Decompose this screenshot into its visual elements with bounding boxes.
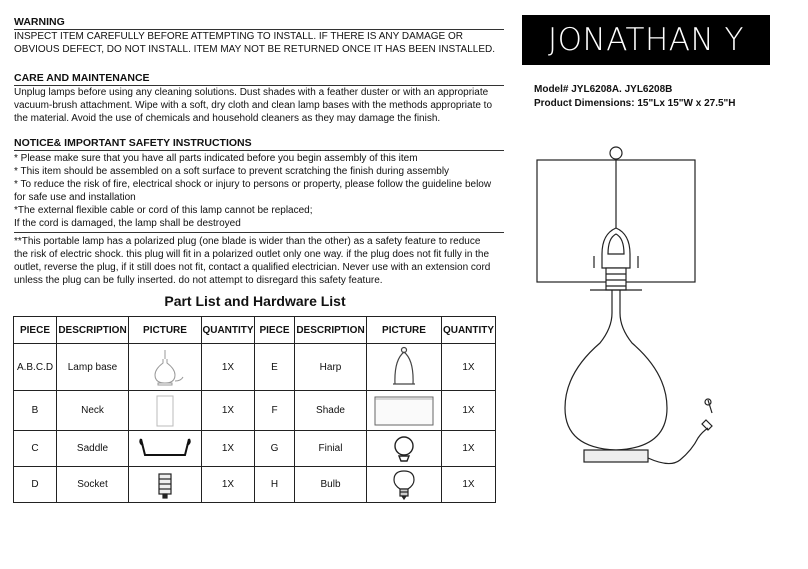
- piece-cell: B: [14, 391, 57, 431]
- parts-table: [13, 316, 496, 503]
- header-quantity: QUANTITY: [202, 317, 255, 344]
- safety-title: NOTICE& IMPORTANT SAFETY INSTRUCTIONS: [14, 137, 504, 151]
- table-header-row: [14, 317, 496, 344]
- quantity-cell: 1X: [442, 391, 496, 431]
- header-piece: PIECE: [255, 317, 295, 344]
- warning-line: OBVIOUS DEFECT, DO NOT INSTALL. ITEM MAY NOT BE RETURNED ONCE IT HAS BEEN INSTALLED.: [14, 44, 496, 55]
- description-cell: Shade: [295, 391, 367, 431]
- piece-cell: A.B.C.D: [14, 344, 57, 391]
- header-description: DESCRIPTION: [57, 317, 129, 344]
- plug-text: [14, 235, 506, 287]
- warning-line: INSPECT ITEM CAREFULLY BEFORE ATTEMPTING TO INSTALL. IF THERE IS ANY DAMAGE OR: [14, 31, 463, 42]
- header-description: DESCRIPTION: [295, 317, 367, 344]
- header-picture: PICTURE: [367, 317, 442, 344]
- piece-cell: D: [14, 467, 57, 503]
- table-row: [14, 467, 496, 503]
- warning-title: WARNING: [14, 16, 504, 30]
- product-dimensions: Product Dimensions: 15"Lx 15"W x 27.5"H: [534, 98, 736, 109]
- safety-line: for safe use and installation: [14, 192, 136, 203]
- care-line: Unplug lamps before using any cleaning solutions. Dust shades with a feather duster or with an appropriate: [14, 87, 489, 98]
- table-row: [14, 391, 496, 431]
- care-line: vacuum-brush attachment. Wipe with a soft, dry cloth and clean lamp bases with the methods appropriate to: [14, 100, 493, 111]
- header-quantity: QUANTITY: [442, 317, 496, 344]
- bulb-icon: [392, 469, 416, 501]
- table-row: [14, 344, 496, 391]
- care-text: [14, 86, 506, 125]
- neck-icon: [153, 394, 177, 428]
- description-cell: Neck: [57, 391, 129, 431]
- header-picture: PICTURE: [129, 317, 202, 344]
- quantity-cell: 1X: [202, 344, 255, 391]
- description-cell: Saddle: [57, 431, 129, 467]
- quantity-cell: 1X: [202, 391, 255, 431]
- finial-icon: [391, 434, 417, 464]
- brand-logo: JONATHAN Y: [522, 15, 770, 65]
- description-cell: Finial: [295, 431, 367, 467]
- care-title: CARE AND MAINTENANCE: [14, 72, 504, 86]
- piece-cell: G: [255, 431, 295, 467]
- warning-text: [14, 30, 506, 56]
- lamp-illustration: [520, 138, 730, 480]
- lamp-base-drawing: [584, 450, 648, 462]
- description-cell: Harp: [295, 344, 367, 391]
- piece-cell: E: [255, 344, 295, 391]
- quantity-cell: 1X: [202, 431, 255, 467]
- safety-line: * Please make sure that you have all parts indicated before you begin assembly of this item: [14, 153, 418, 164]
- plug-line: unless the plug can be fully inserted. do not attempt to disregard this safety feature.: [14, 275, 383, 286]
- safety-text: [14, 152, 506, 230]
- lamp-base-icon: [145, 347, 185, 387]
- table-row: [14, 431, 496, 467]
- saddle-icon: [137, 435, 193, 463]
- harp-icon: [389, 346, 419, 388]
- piece-cell: F: [255, 391, 295, 431]
- quantity-cell: 1X: [442, 344, 496, 391]
- shade-icon: [372, 394, 436, 428]
- safety-line: *The external flexible cable or cord of this lamp cannot be replaced;: [14, 205, 313, 216]
- piece-cell: C: [14, 431, 57, 467]
- plug-line: **This portable lamp has a polarized plug (one blade is wider than the other) as a safety feature to reduce: [14, 236, 481, 247]
- plug-line: outlet, reverse the plug, if it still does not fit, contact a qualified electrician. Never use with an extension cord: [14, 262, 491, 273]
- plug-line: the risk of electric shock. this plug will fit in a polarized outlet only one way. if the plug does not fit fully in the: [14, 249, 490, 260]
- piece-cell: H: [255, 467, 295, 503]
- quantity-cell: 1X: [442, 467, 496, 503]
- care-line: the material. Avoid the use of chemicals and household cleaners as they may damage the finish.: [14, 113, 441, 124]
- lamp-body-drawing: [565, 290, 667, 450]
- safety-line: If the cord is damaged, the lamp shall be destroyed: [14, 218, 241, 229]
- divider: [14, 232, 504, 233]
- header-piece: PIECE: [14, 317, 57, 344]
- quantity-cell: 1X: [442, 431, 496, 467]
- description-cell: Lamp base: [57, 344, 129, 391]
- safety-line: * To reduce the risk of fire, electrical shock or injury to persons or property, please follow the guideline below: [14, 179, 492, 190]
- model-number: Model# JYL6208A. JYL6208B: [534, 84, 673, 95]
- description-cell: Bulb: [295, 467, 367, 503]
- description-cell: Socket: [57, 467, 129, 503]
- socket-icon: [154, 470, 176, 500]
- safety-line: * This item should be assembled on a soft surface to prevent scratching the finish during assembly: [14, 166, 450, 177]
- parts-table-title: Part List and Hardware List: [164, 293, 346, 309]
- quantity-cell: 1X: [202, 467, 255, 503]
